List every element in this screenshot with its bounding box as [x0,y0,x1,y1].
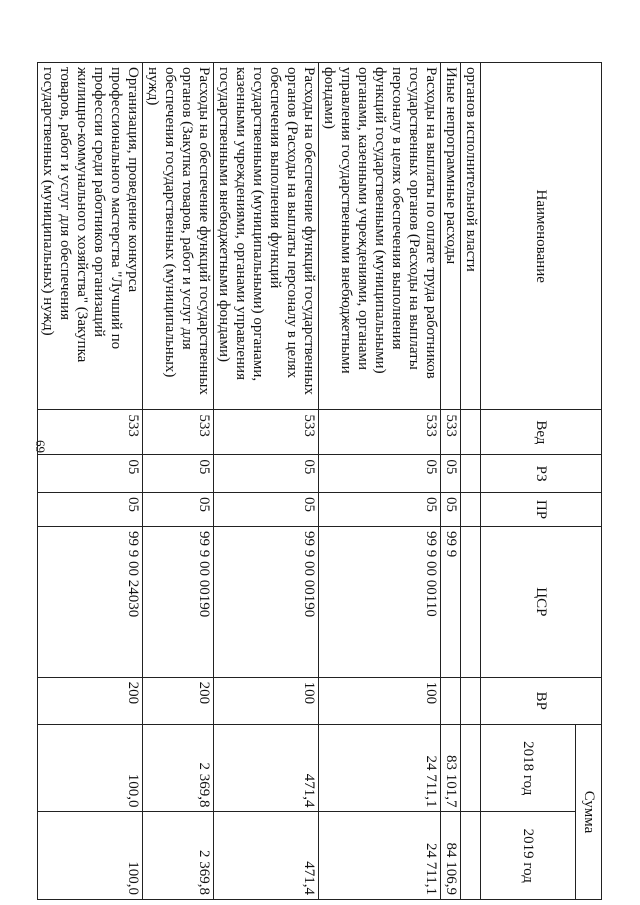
cell-rz: 05 [319,455,441,493]
cell-pr: 05 [38,493,143,527]
cell-2019: 2 369,8 [143,812,214,900]
cell-vr: 100 [214,677,319,724]
header-year-2019: 2019 год [481,812,576,900]
table-row [461,63,481,900]
cell-2019: 471,4 [214,812,319,900]
page-number: 69 [33,440,48,453]
cell-ved: 533 [319,410,441,455]
cell-csr: 99 9 00 24030 [38,527,143,678]
cell-pr: 05 [143,493,214,527]
table-row [441,63,461,900]
cell-rz: 05 [441,455,461,493]
header-name: Наименование [481,63,602,410]
cell-2019: 100,0 [38,812,143,900]
cell-rz [461,455,481,493]
cell-name: органов исполнительной власти [461,63,481,410]
cell-rz: 05 [38,455,143,493]
cell-2018: 471,4 [214,725,319,812]
header-pr: ПР [481,493,602,527]
rotated-page-content [40,62,602,900]
table-row [214,63,319,900]
cell-2019: 24 711,1 [319,812,441,900]
header-ved: Вед [481,410,602,455]
cell-vr: 100 [319,677,441,724]
cell-name: Расходы на выплаты по оплате труда работников государственных органов (Расходы на выплаты персоналу в целях обеспечения выполнения функций государственными (муниципальными) органами, казенными учреждениями, органами управления государственными внебюджетными фондами) [319,63,441,410]
cell-name: Иные непрограммные расходы [441,63,461,410]
cell-ved: 533 [214,410,319,455]
table-row [38,63,143,900]
cell-rz: 05 [143,455,214,493]
cell-vr [441,677,461,724]
cell-2018: 83 101,7 [441,725,461,812]
cell-2018: 100,0 [38,725,143,812]
cell-ved: 533 [143,410,214,455]
cell-rz: 05 [214,455,319,493]
header-rz: РЗ [481,455,602,493]
cell-name: Организация, проведение конкурса профессионального мастерства "Лучший по профессии среди работников организаций жилищно-коммунального хозяйства" (Закупка товаров, работ и услуг для обеспечения государственных (муниципальных) нужд) [38,63,143,410]
cell-vr: 200 [143,677,214,724]
header-sum: Сумма [576,725,602,900]
header-vr: ВР [481,677,602,724]
cell-vr [461,677,481,724]
table-row [143,63,214,900]
cell-name: Расходы на обеспечение функций государственных органов (Расходы на выплаты персоналу в целях обеспечения выполнения функций государственными (муниципальными) органами, казенными учреждениями, органами управления государственными внебюджетными фондами) [214,63,319,410]
cell-2018 [461,725,481,812]
cell-2018: 24 711,1 [319,725,441,812]
cell-csr: 99 9 00 00110 [319,527,441,678]
cell-csr [461,527,481,678]
cell-2019: 84 106,9 [441,812,461,900]
cell-vr: 200 [38,677,143,724]
budget-table [37,62,602,900]
cell-pr [461,493,481,527]
header-year-2018: 2018 год [481,725,576,812]
cell-csr: 99 9 00 00190 [143,527,214,678]
header-csr: ЦСР [481,527,602,678]
table-row [319,63,441,900]
cell-csr: 99 9 00 00190 [214,527,319,678]
cell-name: Расходы на обеспечение функций государственных органов (Закупка товаров, работ и услуг для обеспечения государственных (муниципальных) нужд) [143,63,214,410]
cell-2019 [461,812,481,900]
cell-ved: 533 [441,410,461,455]
cell-pr: 05 [319,493,441,527]
cell-pr: 05 [214,493,319,527]
cell-pr: 05 [441,493,461,527]
cell-2018: 2 369,8 [143,725,214,812]
cell-csr: 99 9 [441,527,461,678]
cell-ved: 533 [38,410,143,455]
cell-ved [461,410,481,455]
